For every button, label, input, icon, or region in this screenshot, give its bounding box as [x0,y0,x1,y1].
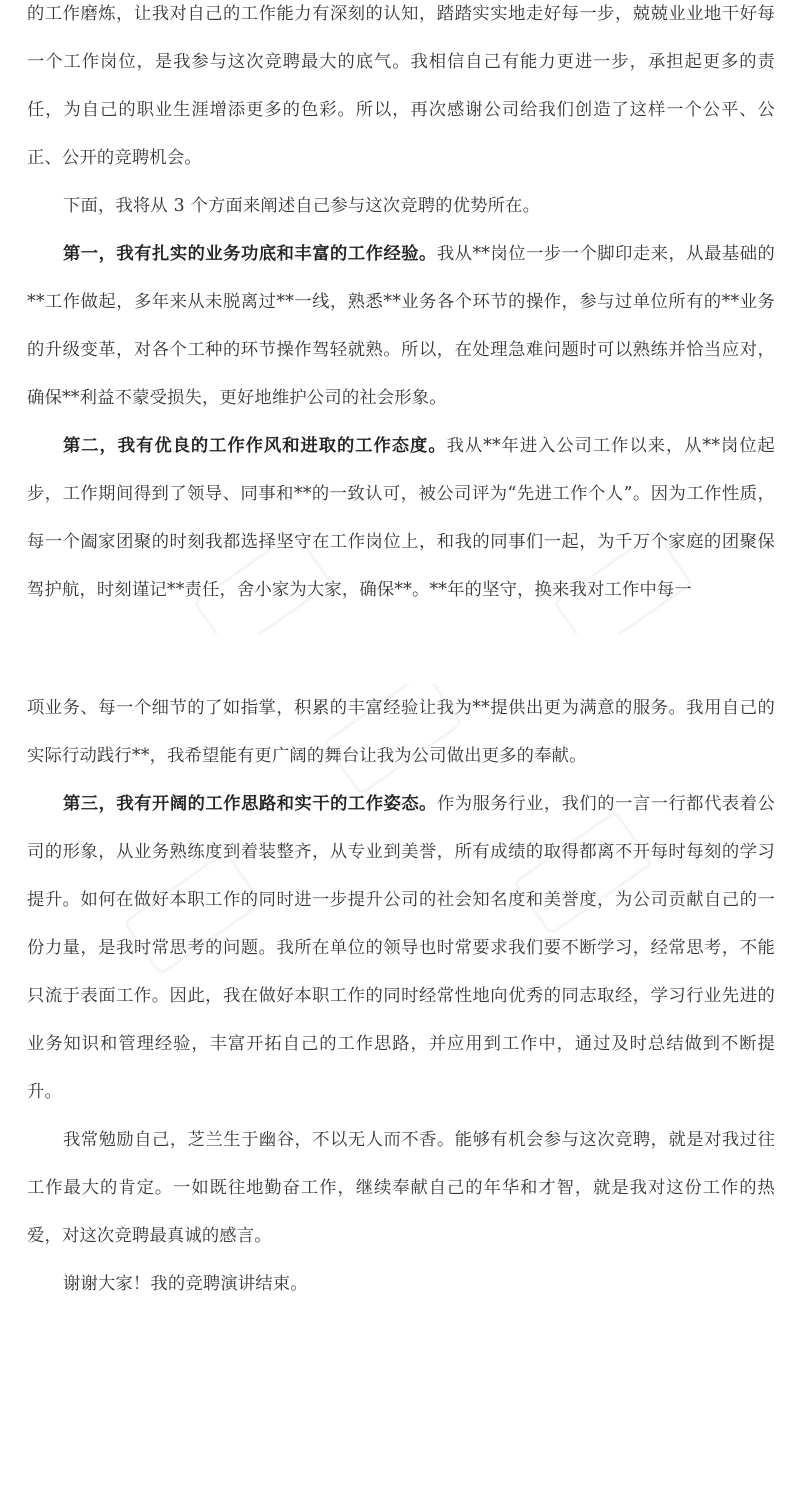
text-block-bottom [27,684,775,1308]
text-block-top [27,0,775,614]
paragraph: 第一，我有扎实的业务功底和丰富的工作经验。我从**岗位一步一个脚印走来，从最基础的**工作做起，多年来从未脱离过**一线，熟悉**业务各个环节的操作，参与过单位所有的**业务的升级变革，对各个工种的环节操作驾轻就熟。所以，在处理急难问题时可以熟练并恰当应对，确保**利益不蒙受损失，更好地维护公司的社会形象。 [27,244,775,408]
paragraph-heading: 第三，我有开阔的工作思路和实干的工作姿态。 [63,794,437,814]
paragraph: 第三，我有开阔的工作思路和实干的工作姿态。作为服务行业，我们的一言一行都代表着公司的形象，从业务熟练度到着装整齐，从专业到美誉，所有成绩的取得都离不开每时每刻的学习提升。如何在做好本职工作的同时进一步提升公司的社会知名度和美誉度，为公司贡献自己的一份力量，是我时常思考的问题。我所在单位的领导也时常要求我们要不断学习，经常思考，不能只流于表面工作。因此，我在做好本职工作的同时经常性地向优秀的同志取经，学习行业先进的业务知识和管理经验，丰富开拓自己的工作思路，并应用到工作中，通过及时总结做到不断提升。 [27,794,775,1102]
paragraph: 我常勉励自己，芝兰生于幽谷，不以无人而不香。能够有机会参与这次竞聘，就是对我过往工作最大的肯定。一如既往地勤奋工作，继续奉献自己的年华和才智，就是我对这份工作的热爱，对这次竞聘最真诚的感言。 [27,1130,775,1246]
paragraph: 的工作磨炼，让我对自己的工作能力有深刻的认知，踏踏实实地走好每一步，兢兢业业地干好每一个工作岗位，是我参与这次竞聘最大的底气。我相信自己有能力更进一步，承担起更多的责任，为自己的职业生涯增添更多的色彩。所以，再次感谢公司给我们创造了这样一个公平、公正、公开的竞聘机会。 [27,4,775,168]
paragraph-heading: 第一，我有扎实的业务功底和丰富的工作经验。 [63,244,437,264]
paragraph: 第二，我有优良的工作作风和进取的工作态度。我从**年进入公司工作以来，从**岗位起步，工作期间得到了领导、同事和**的一致认可，被公司评为“先进工作个人”。因为工作性质，每一个阖家团聚的时刻我都选择坚守在工作岗位上，和我的同事们一起，为千万个家庭的团聚保驾护航，时刻谨记**责任，舍小家为大家，确保**。**年的坚守，换来我对工作中每一 [27,436,775,600]
paragraph-heading: 第二，我有优良的工作作风和进取的工作态度。 [63,436,447,456]
paragraph: 下面，我将从 3 个方面来阐述自己参与这次竞聘的优势所在。 [63,196,541,216]
paragraph: 项业务、每一个细节的了如指掌，积累的丰富经验让我为**提供出更为满意的服务。我用自己的实际行动践行**，我希望能有更广阔的舞台让我为公司做出更多的奉献。 [27,698,775,766]
paragraph: 谢谢大家！我的竞聘演讲结束。 [63,1274,308,1294]
page-break-gap [0,634,800,684]
